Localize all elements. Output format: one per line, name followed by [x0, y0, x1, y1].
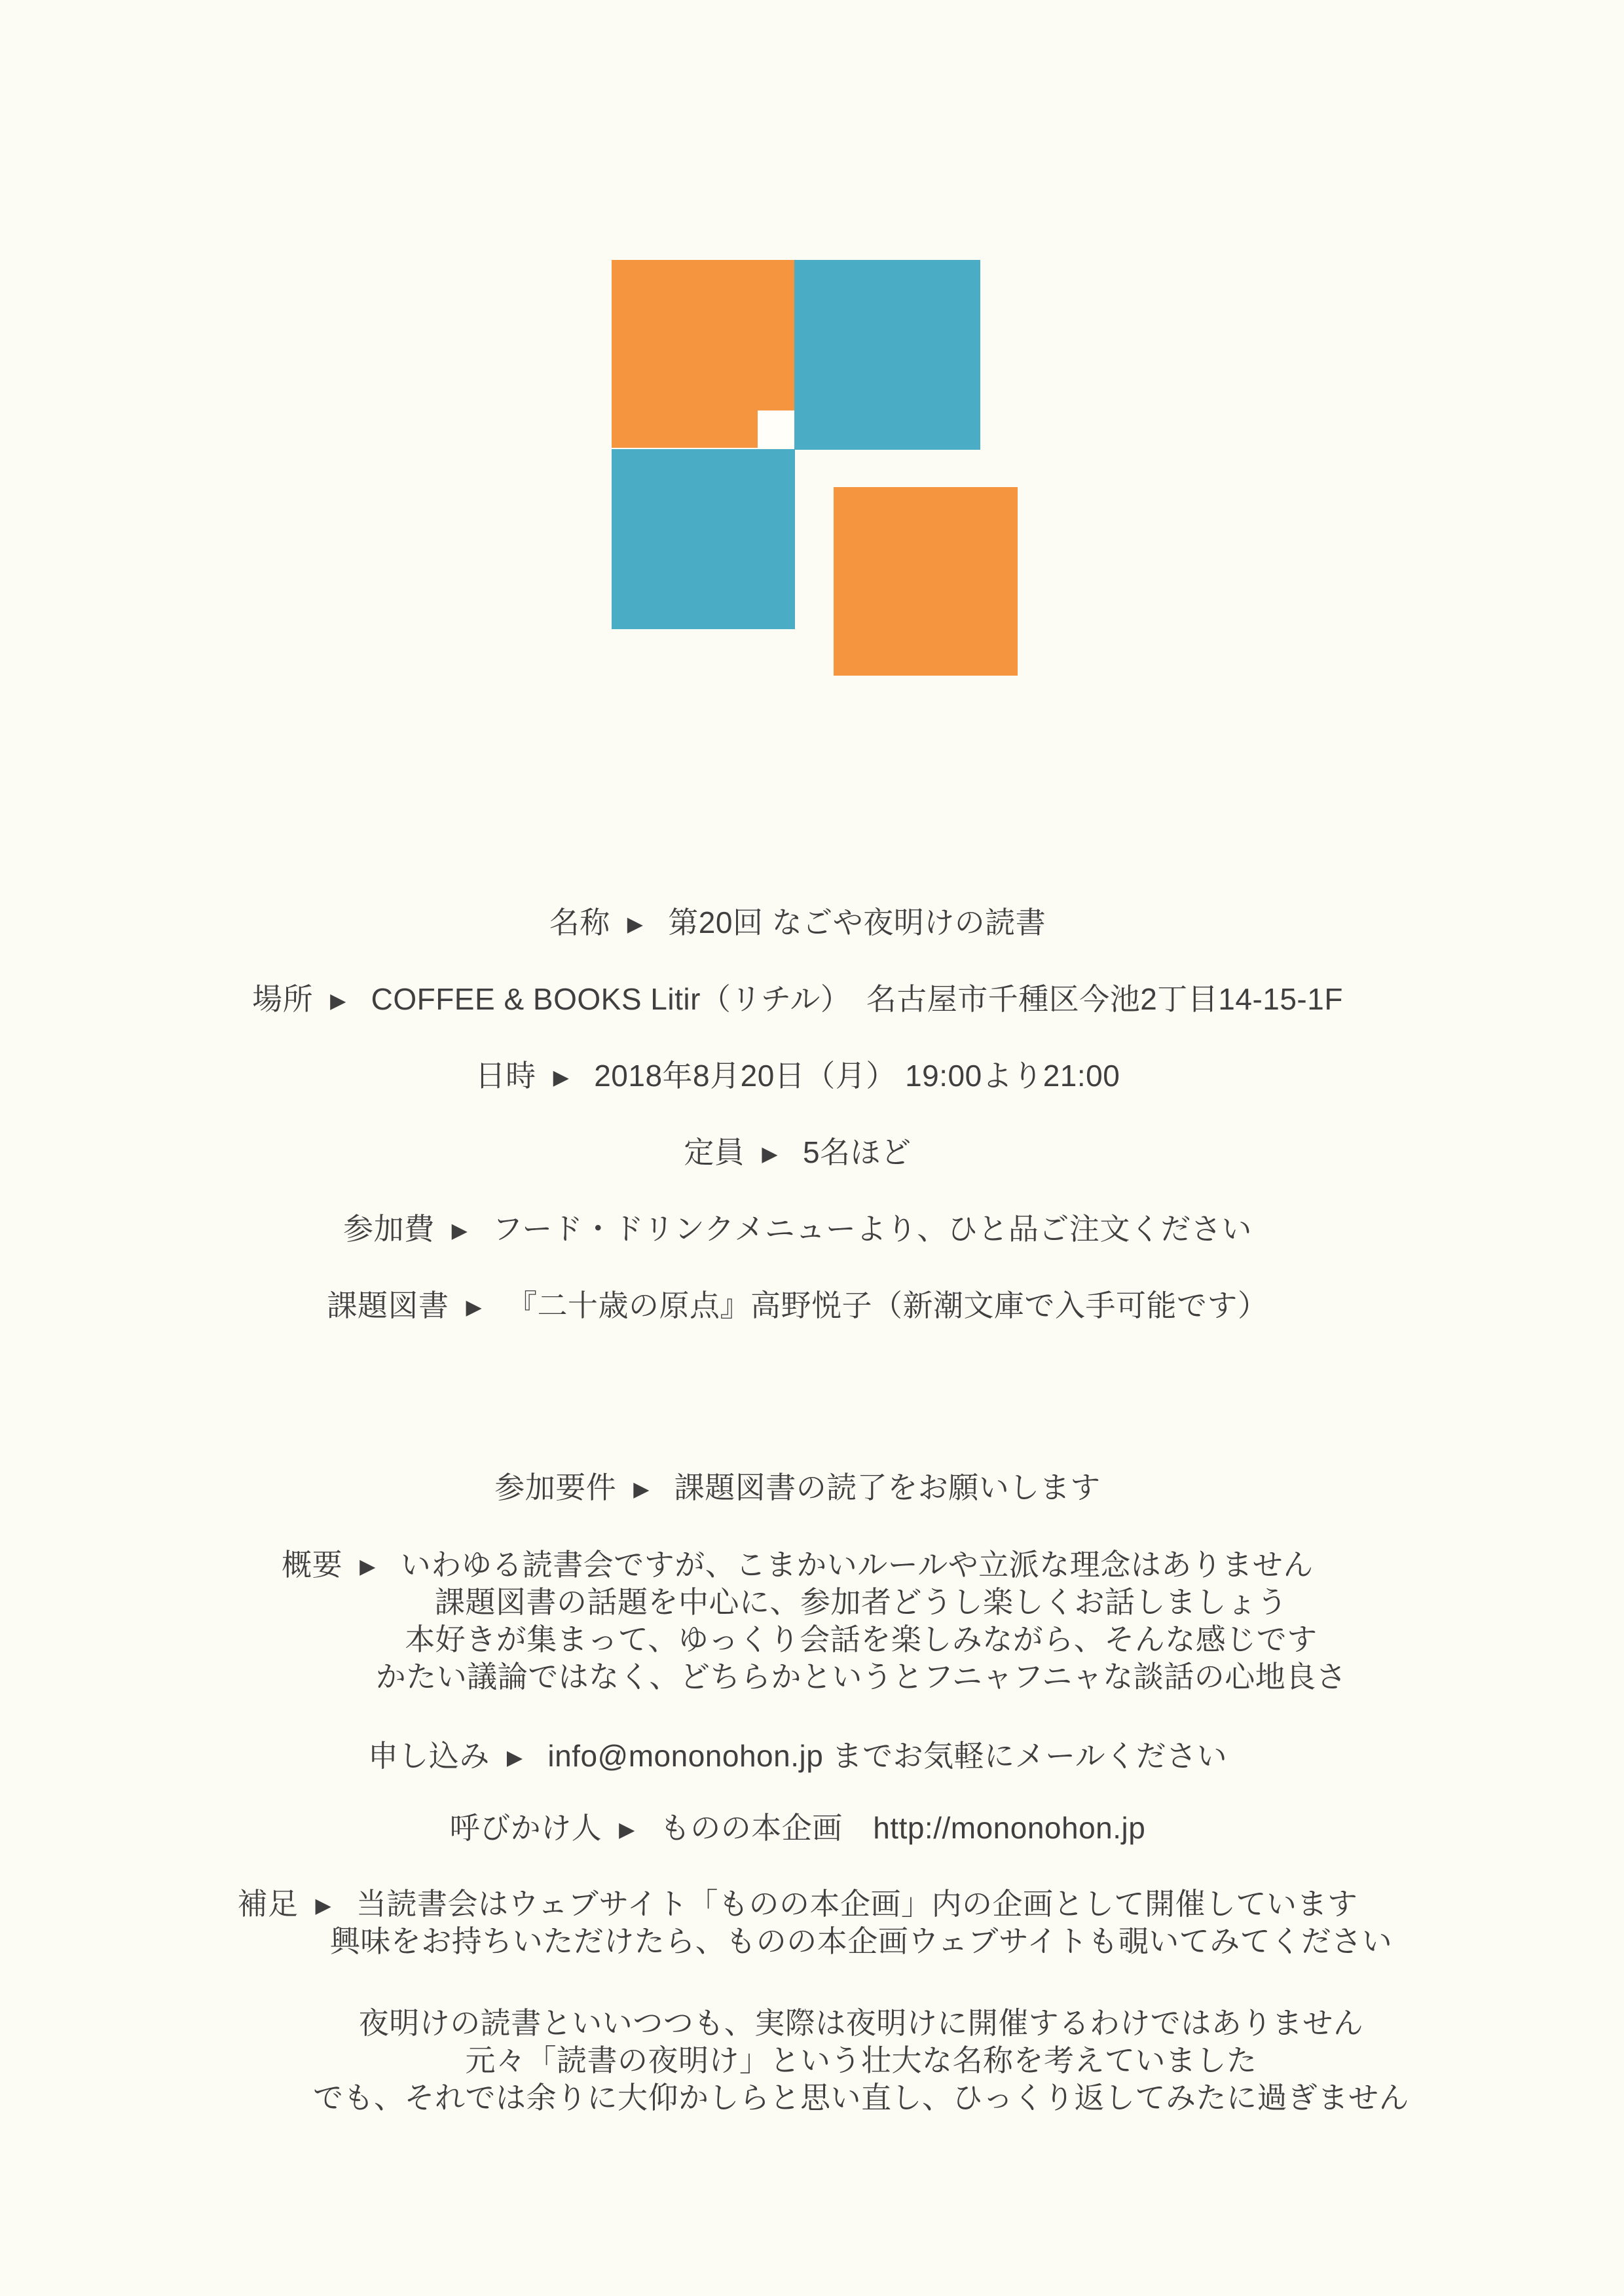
- row-capacity-label: 定員: [684, 1135, 745, 1169]
- triangle-marker-icon: ▶: [627, 913, 644, 936]
- triangle-marker-icon: ▶: [330, 989, 346, 1012]
- row-book: [0, 1286, 1610, 1326]
- notes-line-3: 夜明けの読書といいつつも、実際は夜明けに開催するわけではありません: [358, 2006, 1364, 2040]
- triangle-marker-icon: ▶: [619, 1818, 635, 1841]
- row-application-value: info@mononohon.jp までお気軽にメールください: [547, 1739, 1228, 1773]
- row-fee-label: 参加費: [343, 1212, 435, 1246]
- row-overview-label: 概要: [282, 1548, 343, 1582]
- row-datetime-value: 2018年8月20日（月） 19:00より21:00: [594, 1059, 1120, 1093]
- overview-line-3: 本好きが集まって、ゆっくり会話を楽しみながら、そんな感じです: [405, 1622, 1318, 1656]
- overview-line-4: かたい議論ではなく、どちらかというとフニャフニャな談話の心地良さ: [375, 1660, 1347, 1694]
- row-application: [0, 1737, 1610, 1777]
- row-title: [0, 903, 1610, 943]
- row-overview: [0, 1546, 1610, 1586]
- triangle-marker-icon: ▶: [506, 1746, 523, 1769]
- notes-line-2: 興味をお持ちいただけたら、ものの本企画ウェブサイトも覗いてみてください: [329, 1924, 1393, 1958]
- row-venue: [0, 980, 1610, 1020]
- row-notes-label: 補足: [237, 1887, 299, 1921]
- row-book-label: 課題図書: [327, 1288, 449, 1322]
- row-datetime-label: 日時: [475, 1059, 536, 1093]
- row-organizer: [0, 1809, 1610, 1849]
- row-requirement: [0, 1468, 1610, 1508]
- logo-square-blue-top-right: [794, 260, 980, 450]
- row-organizer-value: ものの本企画 http://mononohon.jp: [659, 1811, 1146, 1845]
- row-notes-value: 当読書会はウェブサイト「ものの本企画」内の企画として開催しています: [356, 1887, 1358, 1921]
- row-notes: [0, 1885, 1610, 1925]
- row-title-value: 第20回 なごや夜明けの読書: [668, 905, 1046, 939]
- row-requirement-label: 参加要件: [494, 1470, 617, 1504]
- row-application-label: 申し込み: [367, 1739, 490, 1773]
- row-fee: [0, 1210, 1610, 1250]
- triangle-marker-icon: ▶: [315, 1894, 332, 1917]
- logo-notch: [758, 410, 794, 448]
- triangle-marker-icon: ▶: [762, 1142, 778, 1165]
- row-venue-label: 場所: [252, 982, 314, 1016]
- notes-line-5: でも、それでは余りに大仰かしらと思い直し、ひっくり返してみたに過ぎません: [313, 2081, 1409, 2115]
- triangle-marker-icon: ▶: [466, 1296, 483, 1319]
- row-organizer-label: 呼びかけ人: [449, 1811, 602, 1845]
- row-requirement-value: 課題図書の読了をお願いします: [674, 1470, 1101, 1504]
- triangle-marker-icon: ▶: [553, 1066, 570, 1089]
- triangle-marker-icon: ▶: [633, 1478, 650, 1501]
- row-venue-value: COFFEE & BOOKS Litir（リチル） 名古屋市千種区今池2丁目14-15-1F: [371, 982, 1343, 1016]
- row-datetime: [0, 1057, 1610, 1097]
- logo-square-orange-bottom-right: [834, 487, 1018, 676]
- row-book-value: 『二十歳の原点』高野悦子（新潮文庫で入手可能です）: [507, 1288, 1268, 1322]
- notes-line-4: 元々「読書の夜明け」という壮大な名称を考えていました: [465, 2043, 1257, 2077]
- logo-square-blue-bottom-left: [612, 449, 795, 629]
- row-overview-value: いわゆる読書会ですが、こまかいルールや立派な理念はありません: [400, 1548, 1314, 1582]
- row-capacity: [0, 1133, 1610, 1173]
- triangle-marker-icon: ▶: [360, 1555, 376, 1578]
- overview-line-2: 課題図書の話題を中心に、参加者どうし楽しくお話しましょう: [435, 1585, 1287, 1619]
- row-title-label: 名称: [549, 905, 610, 939]
- row-fee-value: フード・ドリンクメニューより、ひと品ご注文ください: [492, 1212, 1252, 1246]
- row-capacity-value: 5名ほど: [802, 1135, 912, 1169]
- triangle-marker-icon: ▶: [451, 1219, 468, 1242]
